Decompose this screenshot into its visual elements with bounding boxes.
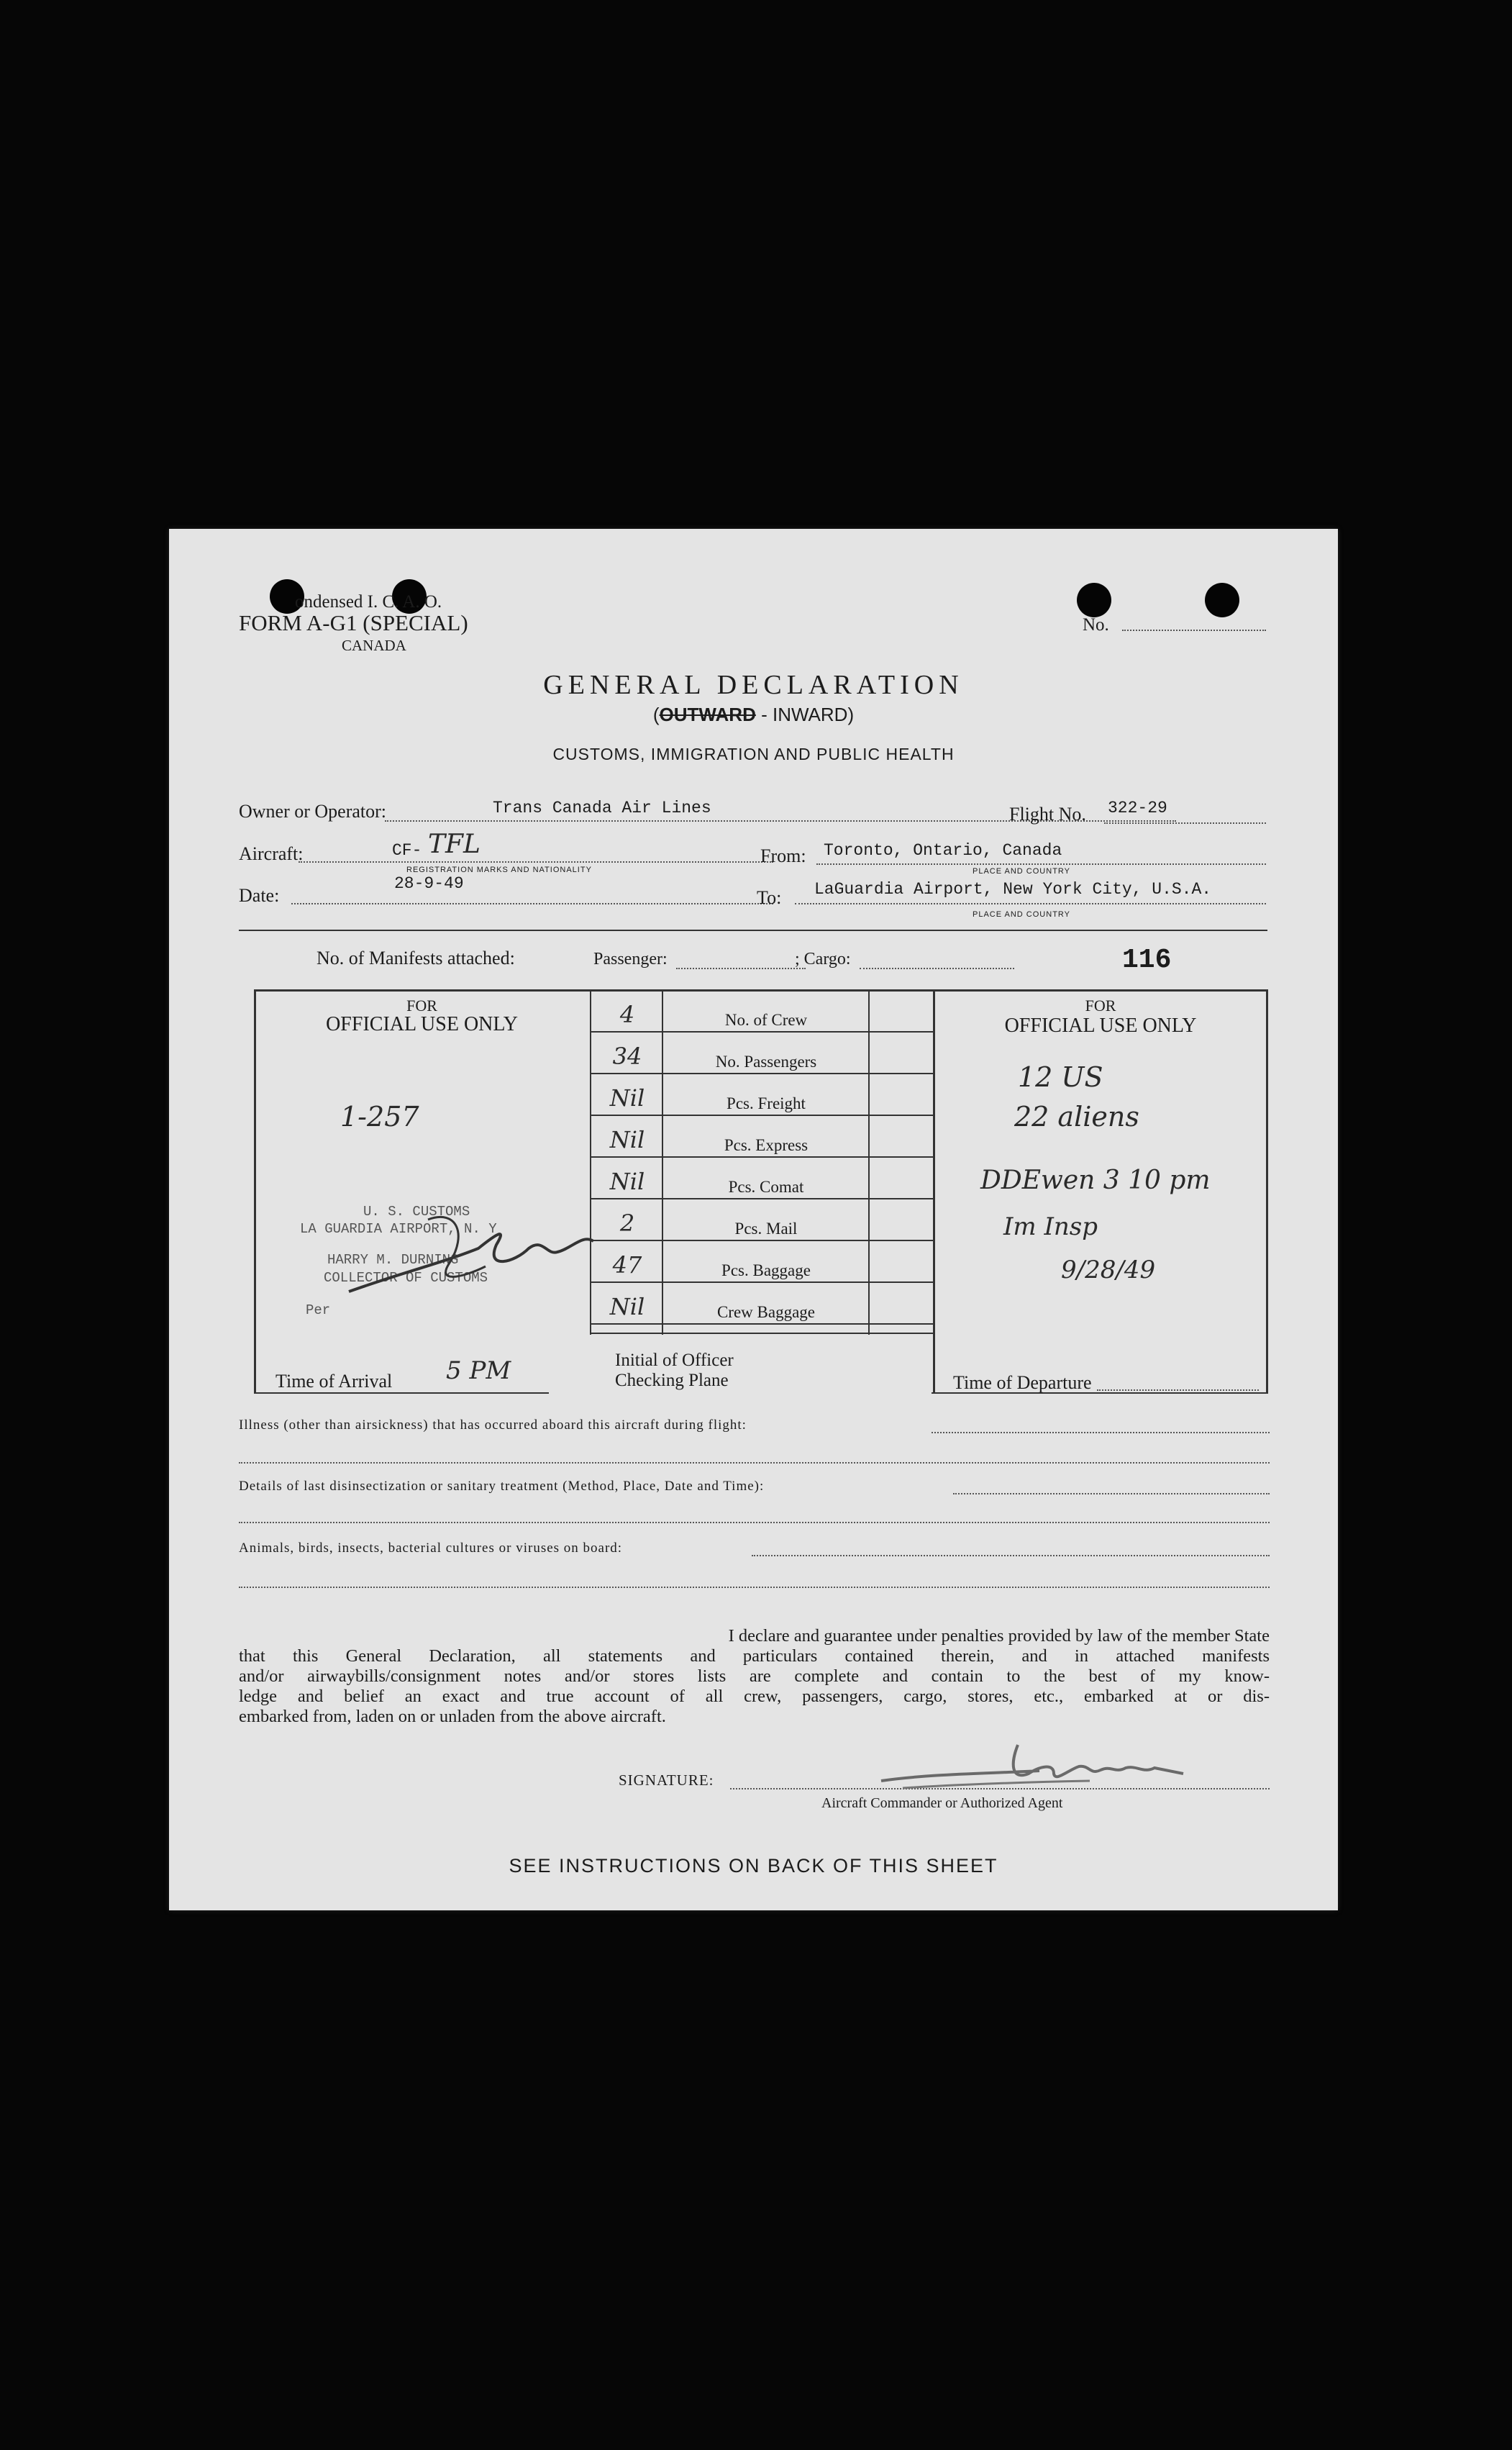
owner-label: Owner or Operator:: [239, 801, 387, 822]
declaration-line: and/or airwaybills/consignment notes and/or stores lists are complete and contain to the best of my know-: [239, 1666, 1270, 1686]
manifests-label: No. of Manifests attached:: [316, 948, 515, 968]
declaration-line: embarked from, laden on or unladen from the above aircraft.: [239, 1707, 666, 1726]
illness-line: [932, 1432, 1270, 1433]
count-row-label: No. Passengers: [715, 1053, 817, 1071]
condensed-icao-line: ondensed I. C. A. O.: [295, 592, 442, 612]
row-divider: [590, 1031, 935, 1033]
illness-line-2: [239, 1462, 1270, 1464]
table-left-border: [254, 989, 256, 1394]
right-official-use: OFFICIAL USE ONLY: [1004, 1015, 1197, 1037]
row-divider: [590, 1240, 935, 1241]
declaration-line: that this General Declaration, all statements and particulars contained therein, and in attached manifests: [239, 1646, 1270, 1666]
aircraft-handwritten: TFL: [428, 830, 481, 859]
row-divider: [590, 1323, 935, 1325]
count-row-value: Nil: [609, 1168, 645, 1195]
customs-stamp-line: COLLECTOR OF CUSTOMS: [324, 1270, 488, 1286]
direction: (OUTWARD - INWARD): [652, 704, 855, 725]
count-row-label: Pcs. Express: [724, 1136, 809, 1154]
passenger-label: Passenger:: [593, 950, 668, 968]
count-row-label: No. of Crew: [724, 1011, 808, 1029]
count-row-value: 2: [619, 1210, 635, 1237]
count-row-value: Nil: [609, 1084, 645, 1112]
from-line: [816, 863, 1266, 865]
count-row-value: 4: [619, 1001, 635, 1028]
from-value: Toronto, Ontario, Canada: [824, 841, 1062, 860]
signature-caption: Aircraft Commander or Authorized Agent: [821, 1795, 1063, 1811]
count-row-value: Nil: [609, 1126, 645, 1153]
no-line: [1122, 630, 1266, 631]
aircraft-line: [299, 861, 773, 863]
table-rows-bottom: [590, 1333, 935, 1334]
declaration-paragraph: [239, 1626, 1270, 1727]
declaration-line: ledge and belief an exact and true account of all crew, passengers, cargo, stores, etc., embarked at or dis-: [239, 1687, 1270, 1706]
form-number: FORM A-G1 (SPECIAL): [239, 610, 468, 635]
count-row-label: Pcs. Mail: [734, 1220, 798, 1238]
footer-instructions: SEE INSTRUCTIONS ON BACK OF THIS SHEET: [509, 1855, 998, 1877]
row-divider: [590, 1073, 935, 1074]
animals-line-2: [239, 1587, 1270, 1588]
table-right-border: [1266, 989, 1268, 1394]
to-label: To:: [757, 887, 782, 908]
flight-line: [1104, 822, 1266, 824]
declaration-form-sheet: [169, 529, 1338, 1910]
punch-hole: [1205, 583, 1239, 617]
count-row-label: Pcs. Comat: [728, 1178, 804, 1196]
aircraft-label: Aircraft:: [239, 843, 304, 864]
disinsect-question: Details of last disinsectization or sanitary treatment (Method, Place, Date and Time):: [239, 1479, 765, 1494]
initial-officer-label: Initial of Officer: [615, 1351, 734, 1370]
to-value: LaGuardia Airport, New York City, U.S.A.: [814, 880, 1212, 899]
customs-stamp-line: Per: [306, 1302, 331, 1318]
to-line: [795, 903, 1266, 904]
country: CANADA: [342, 637, 406, 654]
cargo-line: [860, 968, 1014, 969]
right-handwritten-note: DDEwen 3 10 pm: [980, 1166, 1211, 1195]
direction-outward: OUTWARD: [659, 704, 756, 725]
declaration-line: I declare and guarantee under penalties provided by law of the member State: [728, 1626, 1270, 1646]
count-row-value: 47: [612, 1251, 642, 1279]
table-column-c: [868, 989, 870, 1335]
count-row-label: Pcs. Baggage: [721, 1261, 811, 1279]
row-divider: [590, 1198, 935, 1199]
illness-question: Illness (other than airsickness) that has occurred aboard this aircraft during flight:: [239, 1417, 747, 1433]
form-title: GENERAL DECLARATION: [543, 670, 964, 700]
passenger-line: [676, 968, 806, 969]
from-caption: PLACE AND COUNTRY: [973, 867, 1070, 876]
count-row-label: Pcs. Freight: [727, 1094, 806, 1112]
customs-stamp-line: U. S. CUSTOMS: [363, 1204, 470, 1220]
left-handwritten-note: 1-257: [340, 1101, 419, 1133]
commander-signature: [874, 1723, 1190, 1795]
signature-label: SIGNATURE:: [619, 1771, 714, 1789]
customs-stamp-line: HARRY M. DURNING: [327, 1252, 459, 1268]
from-label: From:: [760, 845, 806, 866]
cargo-label: ; Cargo:: [795, 950, 851, 968]
row-divider: [590, 1281, 935, 1283]
left-for: FOR: [406, 997, 437, 1015]
table-column-b: [662, 989, 663, 1335]
direction-inward: INWARD: [772, 704, 848, 725]
aircraft-caption: REGISTRATION MARKS AND NATIONALITY: [406, 866, 592, 874]
right-handwritten-note: 9/28/49: [1061, 1256, 1156, 1284]
departure-line: [1097, 1389, 1259, 1391]
row-divider: [590, 1156, 935, 1158]
flight-value: 322-29: [1108, 799, 1167, 817]
punch-hole: [1077, 583, 1111, 617]
flight-label: Flight No.: [1009, 804, 1086, 825]
no-label: No.: [1083, 615, 1109, 635]
customs-stamp-line: LA GUARDIA AIRPORT, N. Y: [300, 1221, 497, 1237]
animals-question: Animals, birds, insects, bacterial cultures or viruses on board:: [239, 1541, 623, 1556]
owner-value: Trans Canada Air Lines: [493, 799, 711, 817]
time-of-departure-label: Time of Departure: [953, 1372, 1092, 1393]
customs-officer-signature: [342, 1205, 601, 1313]
section-rule: [239, 930, 1267, 931]
time-of-arrival-label: Time of Arrival: [275, 1371, 393, 1392]
disinsect-line-2: [239, 1522, 1270, 1523]
date-line: [291, 903, 773, 904]
right-handwritten-note: Im Insp: [1003, 1212, 1098, 1241]
disinsect-line: [953, 1493, 1270, 1494]
aircraft-value: CF-: [392, 841, 422, 860]
to-caption: PLACE AND COUNTRY: [973, 910, 1070, 919]
form-subtitle: CUSTOMS, IMMIGRATION AND PUBLIC HEALTH: [552, 745, 955, 763]
count-row-value: Nil: [609, 1293, 645, 1320]
date-value: 28-9-49: [394, 874, 464, 893]
table-top-border: [254, 989, 1268, 992]
right-handwritten-note: 12 US: [1018, 1061, 1103, 1093]
right-for: FOR: [1085, 997, 1116, 1015]
time-of-arrival-value: 5 PM: [446, 1356, 511, 1385]
checking-plane-label: Checking Plane: [615, 1371, 729, 1390]
document-number: 116: [1122, 945, 1172, 976]
animals-line: [752, 1555, 1270, 1556]
row-divider: [590, 1115, 935, 1116]
count-row-value: 34: [612, 1043, 642, 1070]
count-row-label: Crew Baggage: [716, 1303, 816, 1321]
date-label: Date:: [239, 885, 280, 906]
right-handwritten-note: 22 aliens: [1014, 1101, 1139, 1133]
left-official-use: OFFICIAL USE ONLY: [326, 1013, 518, 1035]
table-bottom-left: [254, 1392, 549, 1394]
